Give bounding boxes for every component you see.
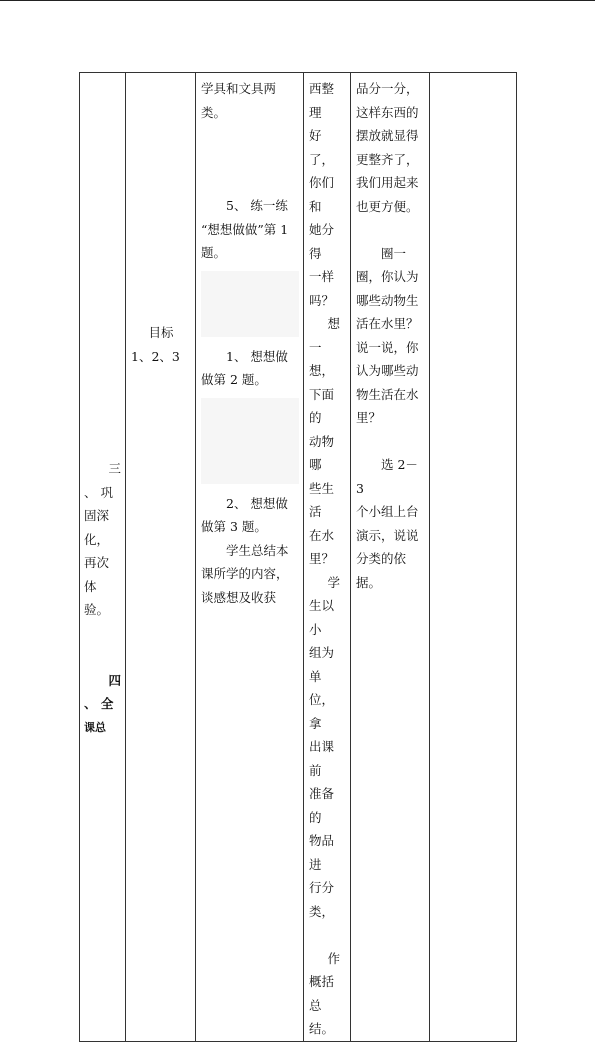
goal-column bbox=[126, 73, 196, 1042]
summary-text: 学生总结本课所学的内容，谈感想及收获 bbox=[201, 542, 289, 605]
exercise-image-placeholder-1 bbox=[201, 271, 299, 337]
student-demo-block: 选 2－3 个小组上台 演示，说说 分类的依 据。 bbox=[356, 457, 419, 590]
stage-3-text: 、 巩 固深 化， 再次 体 验。 bbox=[84, 484, 113, 617]
teacher-question-block: 西整理 好了， 你们和 她分得 一样 吗？ bbox=[309, 81, 335, 308]
teacher-think-block: 想 一想， 下面的 动物哪 些生活 在水 里？ bbox=[309, 316, 340, 566]
stage-4-heading: 四 、 全 课总 bbox=[84, 672, 121, 734]
item-5-desc: “想想做做”第 1 题。 bbox=[201, 221, 289, 260]
teacher-summary-block: 作 概括总 结。 bbox=[309, 950, 340, 1036]
goal-items: 1、2、3 bbox=[131, 348, 180, 364]
content-line-1: 学具和文具两类。 bbox=[201, 81, 277, 120]
stage-column bbox=[80, 73, 126, 1042]
teacher-activity-column bbox=[304, 73, 351, 1042]
teacher-group-block: 学 生以小 组为单 位，拿 出课前 准备的 物品进 行分 类， bbox=[309, 574, 340, 919]
notes-column bbox=[430, 73, 517, 1042]
lesson-plan-table bbox=[79, 72, 517, 1042]
item-5-title: 5、 练一练 bbox=[226, 198, 288, 213]
student-circle-block: 圈一 圈，你认为 哪些动物生 活在水里？ 说一说，你 认为哪些动 物生活在水 里？ bbox=[356, 245, 419, 425]
stage-3-label: 三 bbox=[108, 461, 121, 476]
top-rule bbox=[0, 0, 595, 1]
item-2-text: 2、 想想做做第 3 题。 bbox=[201, 495, 288, 534]
student-sort-block: 品分一分， 这样东西的 摆放就显得 更整齐了， 我们用起来 也更方便。 bbox=[356, 81, 419, 214]
content-column bbox=[196, 73, 304, 1042]
goal-label: 目标 bbox=[148, 325, 174, 340]
item-1-text: 1、 想想做做第 2 题。 bbox=[201, 348, 288, 387]
student-activity-column bbox=[351, 73, 430, 1042]
exercise-image-placeholder-2 bbox=[201, 398, 299, 484]
